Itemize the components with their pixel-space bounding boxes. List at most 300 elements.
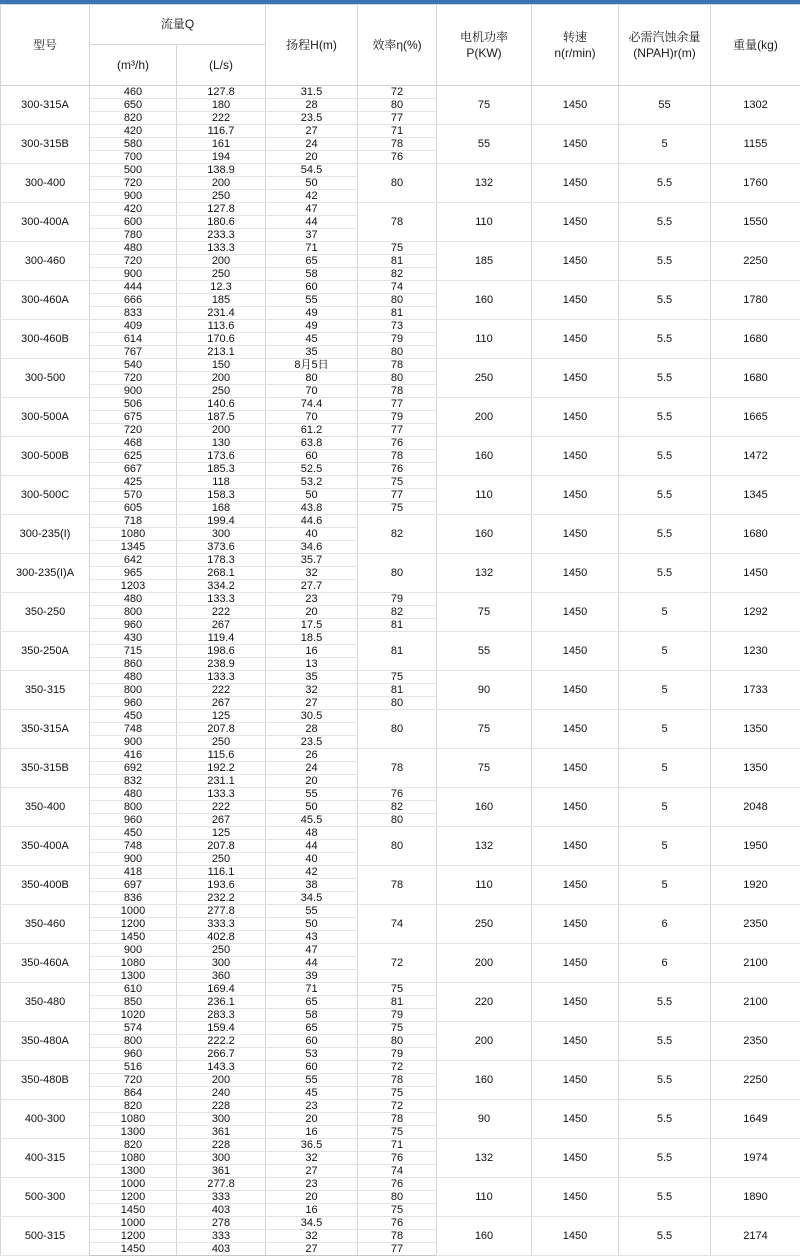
model-cell: 300-500B xyxy=(1,437,90,476)
head-cell: 48 xyxy=(266,827,358,840)
efficiency-cell: 75 xyxy=(358,1204,437,1217)
header-flow-m3h: (m³/h) xyxy=(90,45,177,86)
flow-m3h-cell: 450 xyxy=(90,710,177,723)
npsh-cell: 5 xyxy=(619,710,711,749)
table-row xyxy=(1,242,800,255)
model-cell: 300-460B xyxy=(1,320,90,359)
weight-cell: 1680 xyxy=(711,320,800,359)
flow-m3h-cell: 1450 xyxy=(90,1243,177,1256)
power-cell: 75 xyxy=(437,710,532,749)
head-cell: 63.8 xyxy=(266,437,358,450)
npsh-cell: 5.5 xyxy=(619,1061,711,1100)
flow-m3h-cell: 642 xyxy=(90,554,177,567)
flow-ls-cell: 250 xyxy=(177,736,266,749)
table-row xyxy=(1,515,800,528)
flow-ls-cell: 333 xyxy=(177,1230,266,1243)
power-cell: 160 xyxy=(437,788,532,827)
efficiency-cell: 80 xyxy=(358,710,437,749)
speed-cell: 1450 xyxy=(532,749,619,788)
flow-ls-cell: 300 xyxy=(177,957,266,970)
flow-m3h-cell: 800 xyxy=(90,606,177,619)
model-cell: 350-400B xyxy=(1,866,90,905)
flow-ls-cell: 125 xyxy=(177,710,266,723)
efficiency-cell: 80 xyxy=(358,1035,437,1048)
efficiency-cell: 77 xyxy=(358,424,437,437)
head-cell: 35 xyxy=(266,346,358,359)
head-cell: 42 xyxy=(266,190,358,203)
header-efficiency: 效率η(%) xyxy=(358,5,437,86)
power-cell: 160 xyxy=(437,515,532,554)
efficiency-cell: 71 xyxy=(358,1139,437,1152)
head-cell: 32 xyxy=(266,1230,358,1243)
efficiency-cell: 81 xyxy=(358,255,437,268)
flow-m3h-cell: 580 xyxy=(90,138,177,151)
weight-cell: 2350 xyxy=(711,1022,800,1061)
flow-ls-cell: 277.8 xyxy=(177,905,266,918)
npsh-cell: 5.5 xyxy=(619,554,711,593)
speed-cell: 1450 xyxy=(532,281,619,320)
flow-m3h-cell: 960 xyxy=(90,619,177,632)
model-cell: 350-480B xyxy=(1,1061,90,1100)
power-cell: 110 xyxy=(437,866,532,905)
flow-m3h-cell: 800 xyxy=(90,684,177,697)
flow-m3h-cell: 1450 xyxy=(90,931,177,944)
npsh-cell: 5.5 xyxy=(619,1022,711,1061)
flow-m3h-cell: 748 xyxy=(90,840,177,853)
model-cell: 350-460A xyxy=(1,944,90,983)
speed-cell: 1450 xyxy=(532,515,619,554)
efficiency-cell: 73 xyxy=(358,320,437,333)
flow-m3h-cell: 666 xyxy=(90,294,177,307)
head-cell: 65 xyxy=(266,1022,358,1035)
efficiency-cell: 78 xyxy=(358,203,437,242)
flow-m3h-cell: 409 xyxy=(90,320,177,333)
head-cell: 40 xyxy=(266,528,358,541)
head-cell: 23 xyxy=(266,593,358,606)
head-cell: 35.7 xyxy=(266,554,358,567)
flow-m3h-cell: 960 xyxy=(90,697,177,710)
head-cell: 45.5 xyxy=(266,814,358,827)
efficiency-cell: 80 xyxy=(358,99,437,112)
speed-cell: 1450 xyxy=(532,1217,619,1256)
flow-m3h-cell: 1200 xyxy=(90,918,177,931)
npsh-cell: 5 xyxy=(619,125,711,164)
flow-ls-cell: 207.8 xyxy=(177,723,266,736)
head-cell: 50 xyxy=(266,801,358,814)
flow-m3h-cell: 420 xyxy=(90,125,177,138)
flow-ls-cell: 300 xyxy=(177,1152,266,1165)
table-row xyxy=(1,359,800,372)
head-cell: 26 xyxy=(266,749,358,762)
efficiency-cell: 77 xyxy=(358,1243,437,1256)
table-row xyxy=(1,164,800,177)
header-head: 扬程H(m) xyxy=(266,5,358,86)
efficiency-cell: 79 xyxy=(358,1048,437,1061)
head-cell: 50 xyxy=(266,177,358,190)
head-cell: 39 xyxy=(266,970,358,983)
head-cell: 50 xyxy=(266,918,358,931)
flow-m3h-cell: 1300 xyxy=(90,970,177,983)
efficiency-cell: 77 xyxy=(358,398,437,411)
speed-cell: 1450 xyxy=(532,203,619,242)
flow-ls-cell: 361 xyxy=(177,1126,266,1139)
model-cell: 300-500A xyxy=(1,398,90,437)
flow-m3h-cell: 720 xyxy=(90,424,177,437)
flow-ls-cell: 222 xyxy=(177,606,266,619)
header-speed-line2: n(r/min) xyxy=(554,46,596,60)
flow-ls-cell: 232.2 xyxy=(177,892,266,905)
flow-ls-cell: 228 xyxy=(177,1139,266,1152)
flow-m3h-cell: 667 xyxy=(90,463,177,476)
table-row xyxy=(1,1139,800,1152)
speed-cell: 1450 xyxy=(532,164,619,203)
head-cell: 52.5 xyxy=(266,463,358,476)
flow-m3h-cell: 800 xyxy=(90,801,177,814)
npsh-cell: 5.5 xyxy=(619,1100,711,1139)
table-row xyxy=(1,671,800,684)
model-cell: 400-315 xyxy=(1,1139,90,1178)
table-row xyxy=(1,320,800,333)
npsh-cell: 5.5 xyxy=(619,1217,711,1256)
head-cell: 8月5日 xyxy=(266,359,358,372)
pump-spec-table xyxy=(0,4,800,1256)
flow-ls-cell: 150 xyxy=(177,359,266,372)
power-cell: 90 xyxy=(437,1100,532,1139)
weight-cell: 1550 xyxy=(711,203,800,242)
flow-ls-cell: 222 xyxy=(177,684,266,697)
flow-m3h-cell: 610 xyxy=(90,983,177,996)
flow-ls-cell: 250 xyxy=(177,268,266,281)
efficiency-cell: 81 xyxy=(358,684,437,697)
head-cell: 20 xyxy=(266,606,358,619)
power-cell: 55 xyxy=(437,125,532,164)
head-cell: 44 xyxy=(266,216,358,229)
weight-cell: 2350 xyxy=(711,905,800,944)
flow-ls-cell: 403 xyxy=(177,1243,266,1256)
npsh-cell: 5.5 xyxy=(619,1139,711,1178)
head-cell: 49 xyxy=(266,320,358,333)
model-cell: 300-500C xyxy=(1,476,90,515)
weight-cell: 2100 xyxy=(711,983,800,1022)
flow-m3h-cell: 425 xyxy=(90,476,177,489)
flow-m3h-cell: 960 xyxy=(90,1048,177,1061)
flow-m3h-cell: 1000 xyxy=(90,1178,177,1191)
flow-m3h-cell: 1080 xyxy=(90,1152,177,1165)
power-cell: 110 xyxy=(437,203,532,242)
flow-ls-cell: 283.3 xyxy=(177,1009,266,1022)
power-cell: 90 xyxy=(437,671,532,710)
table-row xyxy=(1,905,800,918)
flow-m3h-cell: 430 xyxy=(90,632,177,645)
npsh-cell: 5.5 xyxy=(619,1178,711,1217)
weight-cell: 1680 xyxy=(711,515,800,554)
flow-m3h-cell: 1080 xyxy=(90,1113,177,1126)
weight-cell: 1350 xyxy=(711,749,800,788)
efficiency-cell: 79 xyxy=(358,593,437,606)
model-cell: 300-315A xyxy=(1,86,90,125)
efficiency-cell: 78 xyxy=(358,866,437,905)
flow-ls-cell: 200 xyxy=(177,424,266,437)
flow-m3h-cell: 1020 xyxy=(90,1009,177,1022)
npsh-cell: 55 xyxy=(619,86,711,125)
power-cell: 75 xyxy=(437,749,532,788)
flow-ls-cell: 159.4 xyxy=(177,1022,266,1035)
model-cell: 350-400A xyxy=(1,827,90,866)
flow-ls-cell: 267 xyxy=(177,814,266,827)
efficiency-cell: 80 xyxy=(358,164,437,203)
table-row xyxy=(1,203,800,216)
efficiency-cell: 75 xyxy=(358,1087,437,1100)
flow-ls-cell: 173.6 xyxy=(177,450,266,463)
efficiency-cell: 75 xyxy=(358,1126,437,1139)
weight-cell: 2100 xyxy=(711,944,800,983)
efficiency-cell: 78 xyxy=(358,749,437,788)
flow-ls-cell: 222.2 xyxy=(177,1035,266,1048)
head-cell: 23.5 xyxy=(266,736,358,749)
flow-m3h-cell: 965 xyxy=(90,567,177,580)
efficiency-cell: 76 xyxy=(358,1217,437,1230)
flow-ls-cell: 267 xyxy=(177,697,266,710)
flow-m3h-cell: 780 xyxy=(90,229,177,242)
flow-ls-cell: 161 xyxy=(177,138,266,151)
header-power-line1: 电机功率 xyxy=(459,29,508,44)
flow-m3h-cell: 697 xyxy=(90,879,177,892)
head-cell: 45 xyxy=(266,333,358,346)
npsh-cell: 5.5 xyxy=(619,359,711,398)
npsh-cell: 5 xyxy=(619,632,711,671)
flow-ls-cell: 200 xyxy=(177,372,266,385)
flow-m3h-cell: 820 xyxy=(90,112,177,125)
efficiency-cell: 80 xyxy=(358,346,437,359)
head-cell: 43 xyxy=(266,931,358,944)
efficiency-cell: 78 xyxy=(358,1074,437,1087)
weight-cell: 1950 xyxy=(711,827,800,866)
speed-cell: 1450 xyxy=(532,437,619,476)
flow-m3h-cell: 1345 xyxy=(90,541,177,554)
efficiency-cell: 80 xyxy=(358,294,437,307)
flow-ls-cell: 170.6 xyxy=(177,333,266,346)
flow-ls-cell: 185.3 xyxy=(177,463,266,476)
table-row xyxy=(1,1178,800,1191)
npsh-cell: 5.5 xyxy=(619,398,711,437)
flow-m3h-cell: 480 xyxy=(90,788,177,801)
efficiency-cell: 78 xyxy=(358,385,437,398)
efficiency-cell: 82 xyxy=(358,606,437,619)
efficiency-cell: 78 xyxy=(358,1230,437,1243)
header-power-line2: P(KW) xyxy=(466,46,502,60)
flow-m3h-cell: 900 xyxy=(90,268,177,281)
header-npsh-line1: 必需汽蚀余量 xyxy=(628,29,701,44)
flow-ls-cell: 133.3 xyxy=(177,242,266,255)
head-cell: 24 xyxy=(266,138,358,151)
table-row xyxy=(1,281,800,294)
model-cell: 500-315 xyxy=(1,1217,90,1256)
flow-m3h-cell: 650 xyxy=(90,99,177,112)
table-row xyxy=(1,125,800,138)
efficiency-cell: 78 xyxy=(358,1113,437,1126)
head-cell: 28 xyxy=(266,723,358,736)
weight-cell: 1780 xyxy=(711,281,800,320)
npsh-cell: 5 xyxy=(619,866,711,905)
flow-ls-cell: 200 xyxy=(177,177,266,190)
model-cell: 300-235(I) xyxy=(1,515,90,554)
speed-cell: 1450 xyxy=(532,1139,619,1178)
table-row xyxy=(1,1100,800,1113)
head-cell: 24 xyxy=(266,762,358,775)
efficiency-cell: 74 xyxy=(358,1165,437,1178)
table-row xyxy=(1,827,800,840)
weight-cell: 1292 xyxy=(711,593,800,632)
header-flow: 流量Q xyxy=(90,5,266,45)
flow-ls-cell: 143.3 xyxy=(177,1061,266,1074)
flow-m3h-cell: 625 xyxy=(90,450,177,463)
flow-ls-cell: 333.3 xyxy=(177,918,266,931)
flow-m3h-cell: 416 xyxy=(90,749,177,762)
head-cell: 17.5 xyxy=(266,619,358,632)
efficiency-cell: 82 xyxy=(358,515,437,554)
table-row xyxy=(1,593,800,606)
speed-cell: 1450 xyxy=(532,671,619,710)
flow-ls-cell: 198.6 xyxy=(177,645,266,658)
power-cell: 132 xyxy=(437,1139,532,1178)
flow-ls-cell: 360 xyxy=(177,970,266,983)
weight-cell: 1920 xyxy=(711,866,800,905)
model-cell: 350-480A xyxy=(1,1022,90,1061)
npsh-cell: 5.5 xyxy=(619,281,711,320)
model-cell: 300-315B xyxy=(1,125,90,164)
power-cell: 160 xyxy=(437,1217,532,1256)
table-row xyxy=(1,866,800,879)
flow-ls-cell: 192.2 xyxy=(177,762,266,775)
head-cell: 32 xyxy=(266,1152,358,1165)
flow-m3h-cell: 480 xyxy=(90,593,177,606)
efficiency-cell: 81 xyxy=(358,996,437,1009)
table-row xyxy=(1,554,800,567)
table-row xyxy=(1,437,800,450)
flow-ls-cell: 228 xyxy=(177,1100,266,1113)
weight-cell: 1350 xyxy=(711,710,800,749)
weight-cell: 1230 xyxy=(711,632,800,671)
efficiency-cell: 76 xyxy=(358,437,437,450)
flow-ls-cell: 180 xyxy=(177,99,266,112)
head-cell: 38 xyxy=(266,879,358,892)
efficiency-cell: 76 xyxy=(358,463,437,476)
flow-ls-cell: 127.8 xyxy=(177,203,266,216)
power-cell: 132 xyxy=(437,554,532,593)
flow-m3h-cell: 820 xyxy=(90,1139,177,1152)
flow-m3h-cell: 480 xyxy=(90,671,177,684)
flow-ls-cell: 138.9 xyxy=(177,164,266,177)
head-cell: 65 xyxy=(266,255,358,268)
head-cell: 37 xyxy=(266,229,358,242)
flow-m3h-cell: 1300 xyxy=(90,1165,177,1178)
header-flow-ls: (L/s) xyxy=(177,45,266,86)
flow-m3h-cell: 1080 xyxy=(90,957,177,970)
table-row xyxy=(1,788,800,801)
flow-m3h-cell: 675 xyxy=(90,411,177,424)
head-cell: 47 xyxy=(266,944,358,957)
efficiency-cell: 72 xyxy=(358,944,437,983)
npsh-cell: 5 xyxy=(619,749,711,788)
flow-m3h-cell: 900 xyxy=(90,944,177,957)
flow-ls-cell: 116.1 xyxy=(177,866,266,879)
npsh-cell: 5 xyxy=(619,593,711,632)
power-cell: 250 xyxy=(437,905,532,944)
flow-ls-cell: 277.8 xyxy=(177,1178,266,1191)
flow-ls-cell: 233.3 xyxy=(177,229,266,242)
efficiency-cell: 75 xyxy=(358,242,437,255)
flow-m3h-cell: 692 xyxy=(90,762,177,775)
weight-cell: 2250 xyxy=(711,1061,800,1100)
power-cell: 75 xyxy=(437,86,532,125)
flow-m3h-cell: 700 xyxy=(90,151,177,164)
head-cell: 23.5 xyxy=(266,112,358,125)
flow-m3h-cell: 600 xyxy=(90,216,177,229)
head-cell: 16 xyxy=(266,1204,358,1217)
flow-ls-cell: 334.2 xyxy=(177,580,266,593)
model-cell: 300-235(I)A xyxy=(1,554,90,593)
flow-ls-cell: 300 xyxy=(177,1113,266,1126)
efficiency-cell: 80 xyxy=(358,827,437,866)
head-cell: 27 xyxy=(266,697,358,710)
flow-m3h-cell: 960 xyxy=(90,814,177,827)
power-cell: 160 xyxy=(437,437,532,476)
npsh-cell: 5.5 xyxy=(619,983,711,1022)
power-cell: 110 xyxy=(437,476,532,515)
head-cell: 53.2 xyxy=(266,476,358,489)
flow-m3h-cell: 605 xyxy=(90,502,177,515)
flow-m3h-cell: 500 xyxy=(90,164,177,177)
flow-m3h-cell: 748 xyxy=(90,723,177,736)
flow-m3h-cell: 460 xyxy=(90,86,177,99)
efficiency-cell: 74 xyxy=(358,905,437,944)
efficiency-cell: 72 xyxy=(358,1100,437,1113)
flow-ls-cell: 231.4 xyxy=(177,307,266,320)
flow-ls-cell: 116.7 xyxy=(177,125,266,138)
head-cell: 50 xyxy=(266,489,358,502)
head-cell: 70 xyxy=(266,385,358,398)
header-speed xyxy=(532,5,619,86)
head-cell: 54.5 xyxy=(266,164,358,177)
head-cell: 60 xyxy=(266,281,358,294)
flow-ls-cell: 373.6 xyxy=(177,541,266,554)
flow-m3h-cell: 468 xyxy=(90,437,177,450)
head-cell: 31.5 xyxy=(266,86,358,99)
power-cell: 200 xyxy=(437,398,532,437)
flow-m3h-cell: 900 xyxy=(90,385,177,398)
table-row xyxy=(1,476,800,489)
head-cell: 45 xyxy=(266,1087,358,1100)
flow-ls-cell: 113.6 xyxy=(177,320,266,333)
table-row xyxy=(1,86,800,99)
head-cell: 34.5 xyxy=(266,1217,358,1230)
header-model: 型号 xyxy=(1,5,90,86)
flow-ls-cell: 267 xyxy=(177,619,266,632)
flow-m3h-cell: 767 xyxy=(90,346,177,359)
flow-ls-cell: 200 xyxy=(177,255,266,268)
efficiency-cell: 80 xyxy=(358,697,437,710)
flow-m3h-cell: 860 xyxy=(90,658,177,671)
flow-ls-cell: 402.8 xyxy=(177,931,266,944)
flow-ls-cell: 250 xyxy=(177,853,266,866)
power-cell: 200 xyxy=(437,1022,532,1061)
efficiency-cell: 78 xyxy=(358,138,437,151)
efficiency-cell: 71 xyxy=(358,125,437,138)
flow-m3h-cell: 820 xyxy=(90,1100,177,1113)
flow-ls-cell: 333 xyxy=(177,1191,266,1204)
efficiency-cell: 80 xyxy=(358,372,437,385)
head-cell: 20 xyxy=(266,775,358,788)
